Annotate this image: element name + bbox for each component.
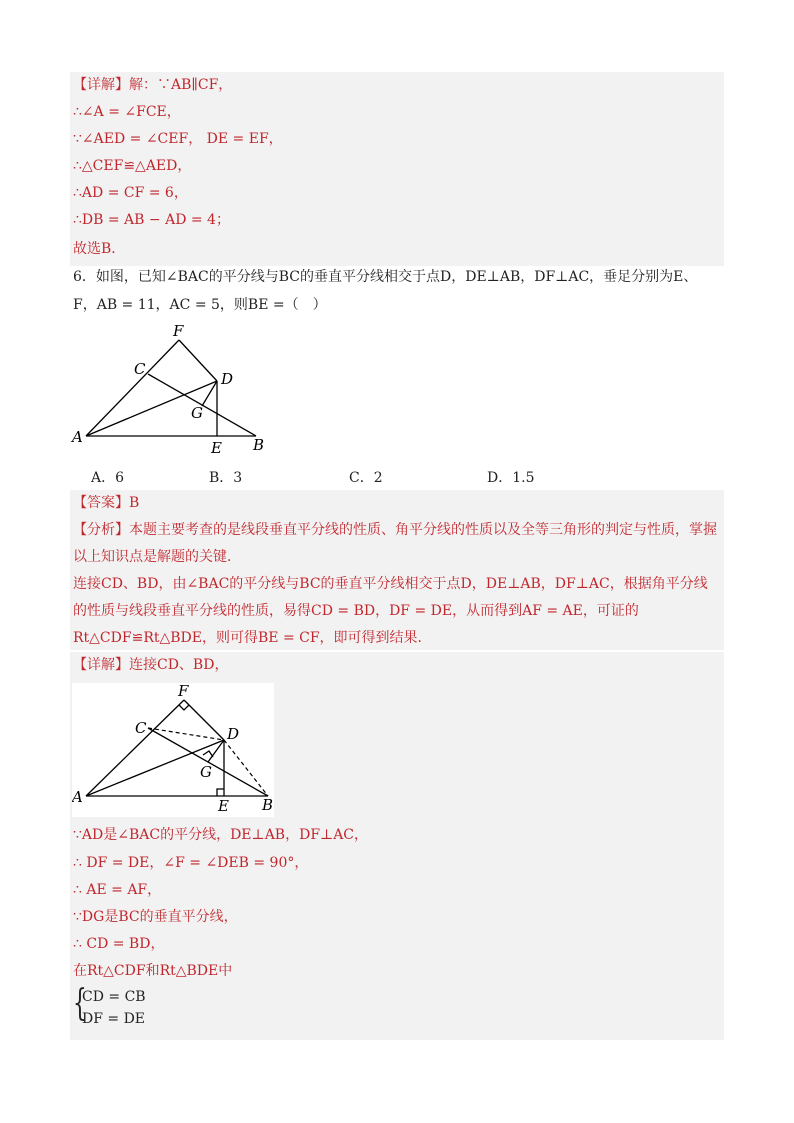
line-AF <box>86 340 179 436</box>
label-C: C <box>135 719 147 737</box>
solution-line-3: ∵∠AED = ∠CEF， DE = EF， <box>73 131 283 147</box>
detail-step-5: ∴ CD = BD， <box>73 936 165 952</box>
system-equation-1: CD = CB <box>82 989 146 1005</box>
option-d[interactable]: D．1.5 <box>487 470 535 486</box>
label-B: B <box>262 796 274 814</box>
solution-line-4: ∴△CEF≌△AED， <box>73 158 192 174</box>
option-c[interactable]: C．2 <box>349 470 383 486</box>
solution-line-7: 故选B． <box>73 241 126 257</box>
answer-line: 【答案】B <box>73 495 140 511</box>
option-b[interactable]: B．3 <box>209 470 243 486</box>
label-G: G <box>200 763 212 781</box>
solution-line-2: ∴∠A = ∠FCE， <box>73 104 181 120</box>
option-a[interactable]: A．6 <box>91 470 125 486</box>
analysis-line-4: 的性质与线段垂直平分线的性质，易得CD = BD，DF = DE，从而得到AF = AE，可证的 <box>73 603 639 619</box>
analysis-line-1: 【分析】本题主要考查的是线段垂直平分线的性质、角平分线的性质以及全等三角形的判定与性质，掌握 <box>73 522 717 538</box>
question-6-line-2: F，AB = 11，AC = 5，则BE =（ ） <box>73 297 327 313</box>
label-A: A <box>72 788 83 806</box>
solution-line-6: ∴DB = AB − AD = 4； <box>73 212 230 228</box>
label-E: E <box>218 797 229 815</box>
label-F: F <box>173 322 184 340</box>
label-D: D <box>227 725 240 743</box>
solution-line-5: ∴AD = CF = 6， <box>73 185 188 201</box>
label-G: G <box>191 404 203 422</box>
detail-figure-background <box>72 683 274 817</box>
analysis-line-2: 以上知识点是解题的关键． <box>73 549 241 565</box>
label-F: F <box>178 683 189 700</box>
solution-line-1: 【详解】解：∵AB∥CF， <box>73 77 233 93</box>
system-brace: { <box>73 983 87 1024</box>
detail-step-1: ∵AD是∠BAC的平分线，DE⊥AB，DF⊥AC， <box>73 827 369 843</box>
detail-intro-line: 【详解】连接CD、BD， <box>73 657 229 673</box>
label-C: C <box>134 360 146 378</box>
detail-step-2: ∴ DF = DE，∠F = ∠DEB = 90°， <box>73 855 309 871</box>
label-D: D <box>221 370 234 388</box>
detail-step-3: ∴ AE = AF， <box>73 882 162 898</box>
question-figure <box>70 320 280 460</box>
label-A: A <box>72 428 83 446</box>
label-B: B <box>253 436 265 454</box>
label-E: E <box>211 439 222 457</box>
detail-figure <box>72 683 274 817</box>
system-equation-2: DF = DE <box>82 1011 146 1027</box>
analysis-line-3: 连接CD、BD，由∠BAC的平分线与BC的垂直平分线相交于点D，DE⊥AB，DF⊥AC，根据角平分线 <box>73 576 708 592</box>
question-6-line-1: 6．如图，已知∠BAC的平分线与BC的垂直平分线相交于点D，DE⊥AB，DF⊥AC，垂足分别为E、 <box>73 269 698 285</box>
line-FD <box>179 340 217 381</box>
detail-step-4: ∵DG是BC的垂直平分线， <box>73 909 238 925</box>
analysis-line-5: Rt△CDF≌Rt△BDE，则可得BE = CF，即可得到结果． <box>73 630 432 646</box>
detail-step-6: 在Rt△CDF和Rt△BDE中 <box>73 963 233 979</box>
